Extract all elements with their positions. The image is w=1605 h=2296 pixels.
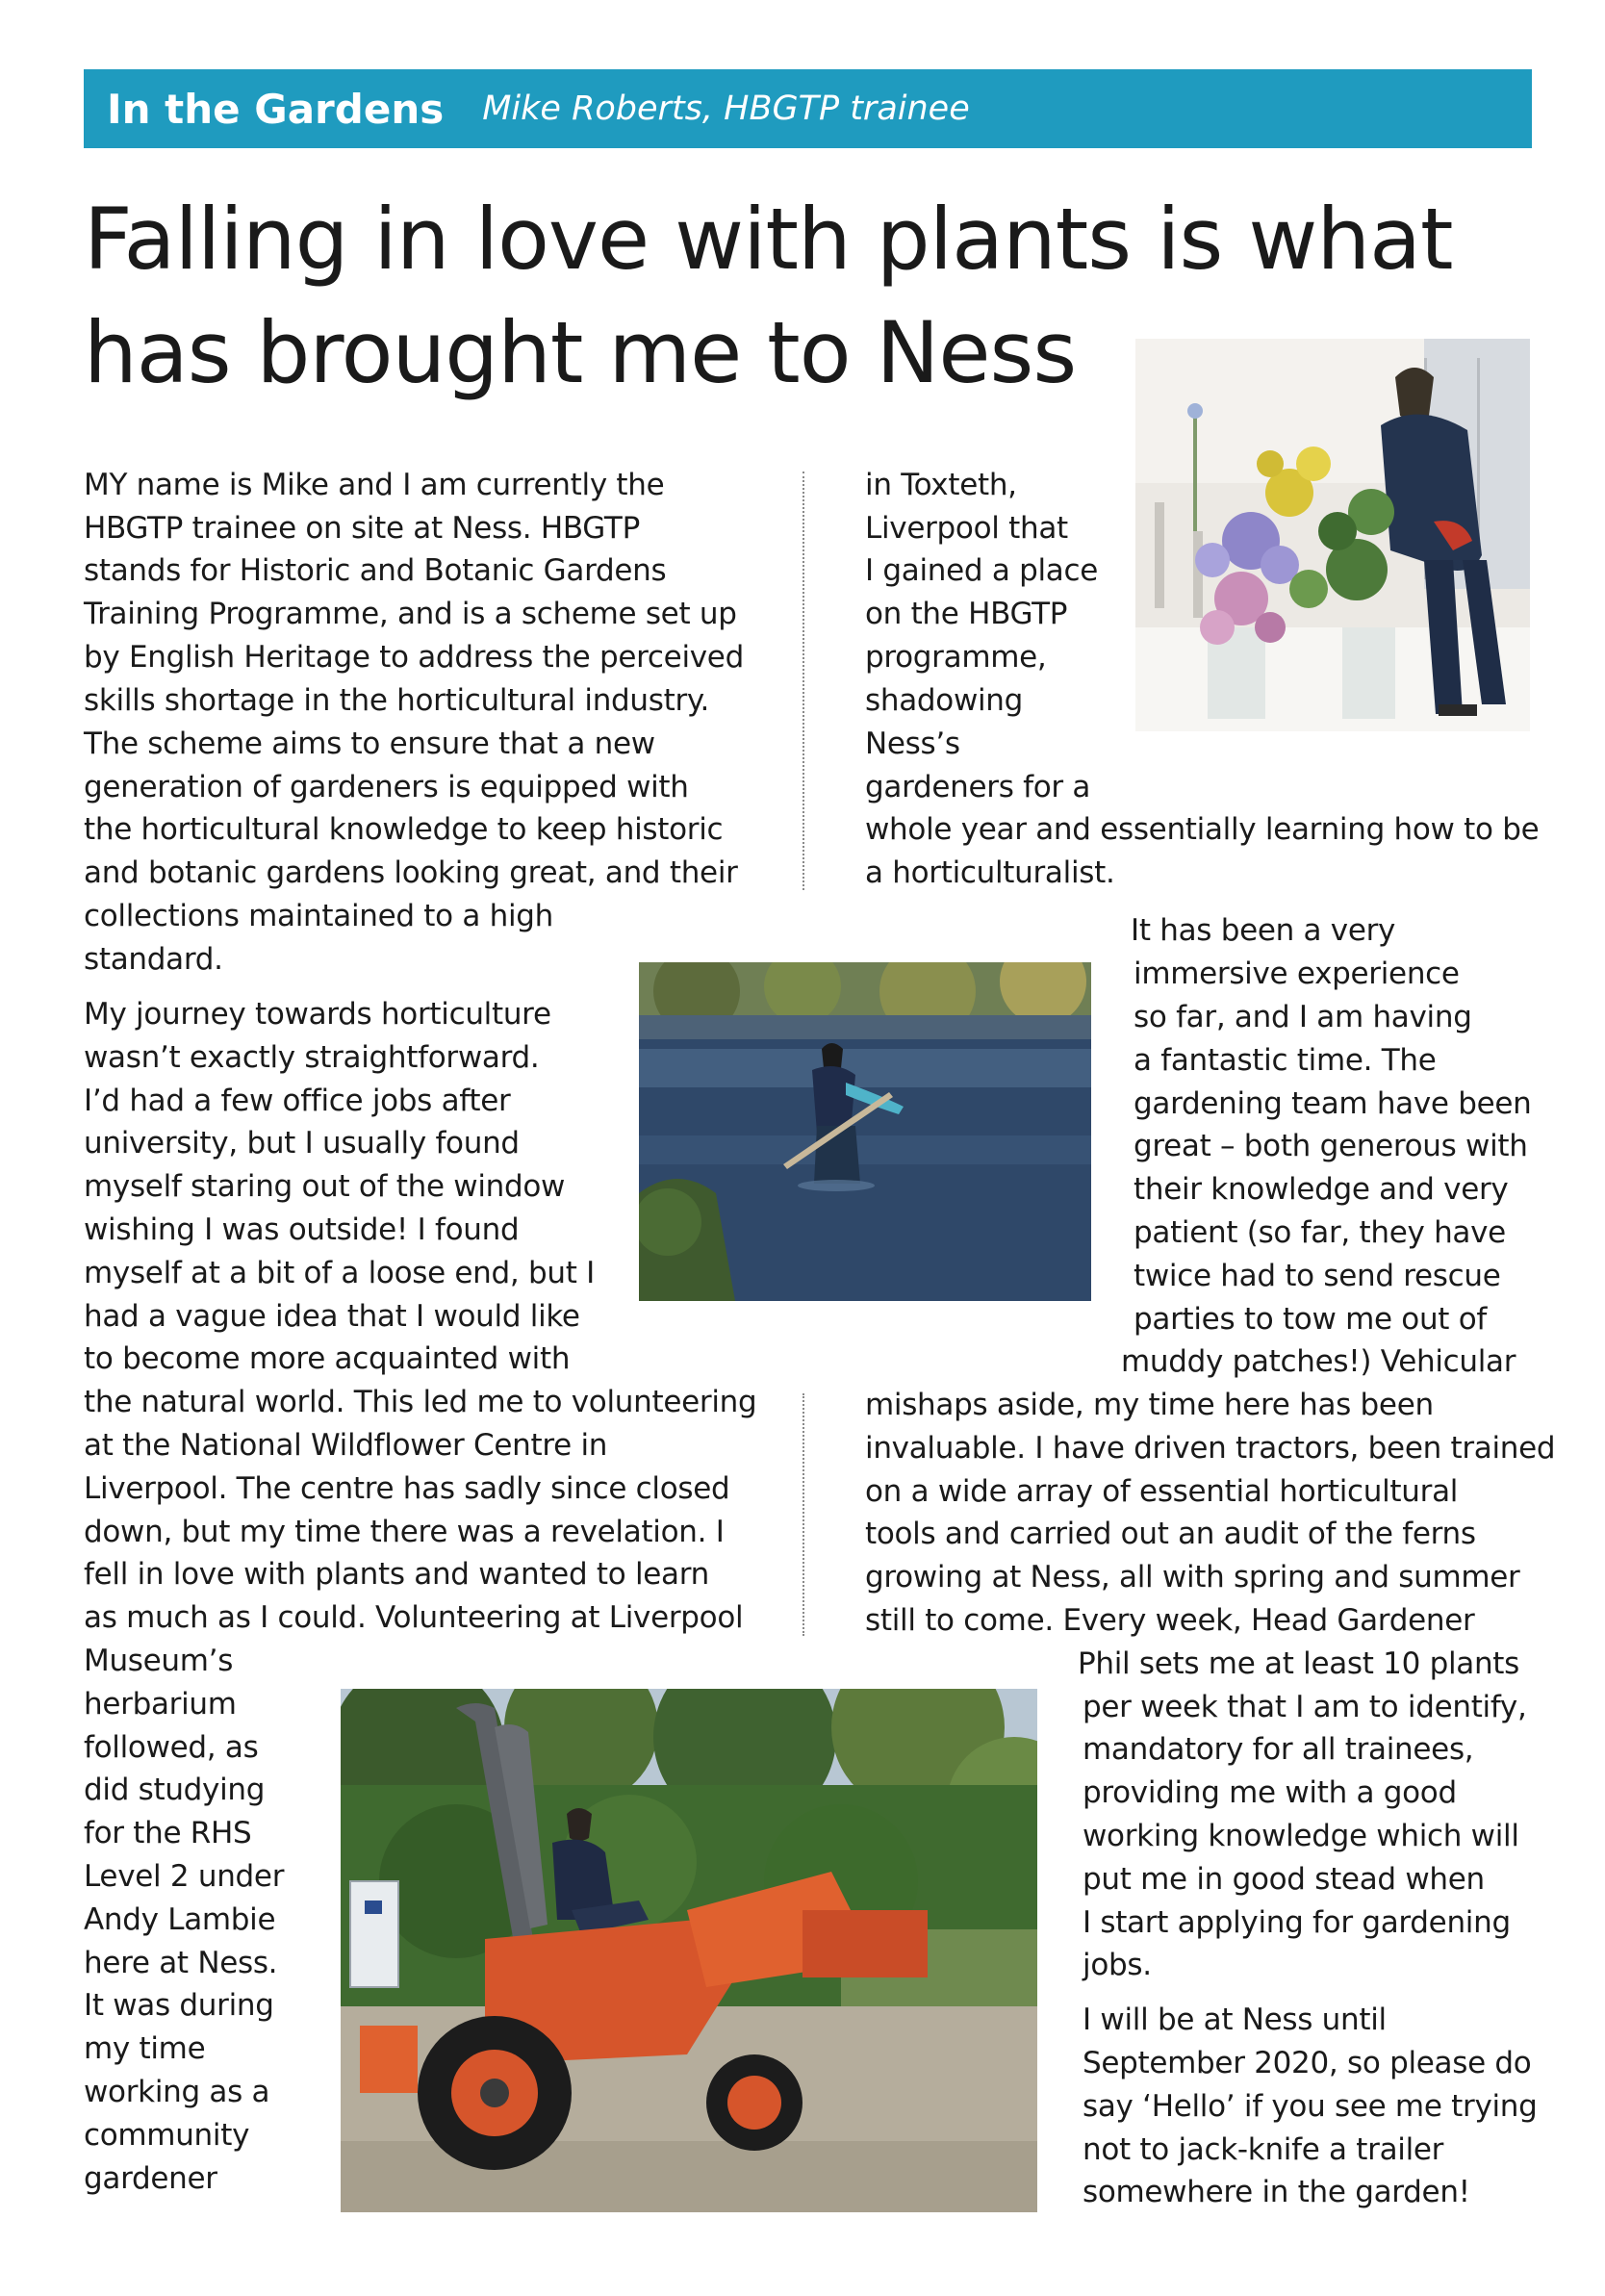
right-column-line: still to come. Every week, Head Gardener (865, 1603, 1475, 1638)
left-column-line: did studying (84, 1773, 266, 1807)
column-divider-middle (802, 1393, 804, 1636)
left-column-line: standard. (84, 942, 223, 977)
right-column-line: gardening team have been (1134, 1086, 1532, 1121)
left-column-line: skills shortage in the horticultural industry. (84, 683, 710, 718)
column-divider-top (802, 472, 804, 890)
left-column-line: HBGTP trainee on site at Ness. HBGTP (84, 511, 640, 546)
left-column-line: Andy Lambie (84, 1902, 276, 1937)
photo-flower-arrangements (1135, 339, 1530, 731)
right-column-line: great – both generous with (1134, 1129, 1528, 1163)
left-column-line: Liverpool. The centre has sadly since closed (84, 1471, 730, 1506)
right-column-line: a horticulturalist. (865, 855, 1115, 890)
left-column-line: Training Programme, and is a scheme set up (84, 597, 737, 631)
right-column-line: providing me with a good (1083, 1775, 1457, 1810)
left-column-line: wishing I was outside! I found (84, 1212, 520, 1247)
right-column-line: It has been a very (1131, 913, 1396, 948)
right-column-line: in Toxteth, (865, 468, 1017, 502)
right-column-line: somewhere in the garden! (1083, 2175, 1470, 2209)
left-column-line: collections maintained to a high (84, 899, 554, 933)
left-column-line: my time (84, 2031, 206, 2066)
left-column-line: working as a (84, 2075, 270, 2109)
left-column-line: had a vague idea that I would like (84, 1299, 580, 1334)
photo-tractor (341, 1689, 1037, 2212)
right-column-line: so far, and I am having (1134, 1000, 1472, 1034)
right-column-line: say ‘Hello’ if you see me trying (1083, 2089, 1538, 2124)
left-column-line: as much as I could. Volunteering at Liverpool (84, 1600, 744, 1635)
left-column-line: The scheme aims to ensure that a new (84, 727, 655, 761)
section-header-bar (84, 69, 1532, 148)
right-column-line: per week that I am to identify, (1083, 1690, 1527, 1724)
right-column-line: Ness’s (865, 727, 960, 761)
left-column-line: herbarium (84, 1687, 237, 1722)
left-column-line: MY name is Mike and I am currently the (84, 468, 665, 502)
left-column-line: stands for Historic and Botanic Gardens (84, 553, 667, 588)
right-column-line: I will be at Ness until (1083, 2003, 1387, 2037)
left-column-line: down, but my time there was a revelation. I (84, 1515, 725, 1549)
left-column-line: here at Ness. (84, 1946, 278, 1980)
right-column-line: on a wide array of essential horticultural (865, 1474, 1459, 1509)
right-column-line: immersive experience (1134, 957, 1460, 991)
left-column-line: wasn’t exactly straightforward. (84, 1040, 540, 1075)
left-column-line: followed, as (84, 1730, 259, 1765)
right-column-line: a fantastic time. The (1134, 1043, 1437, 1078)
right-column-line: on the HBGTP (865, 597, 1068, 631)
right-column-line: jobs. (1083, 1948, 1152, 1982)
right-column-line: mishaps aside, my time here has been (865, 1388, 1434, 1422)
left-column-line: the natural world. This led me to volunteering (84, 1385, 757, 1419)
right-column-line: working knowledge which will (1083, 1819, 1519, 1853)
left-column-line: It was during (84, 1988, 274, 2023)
left-column-line: Level 2 under (84, 1859, 285, 1894)
right-column-line: their knowledge and very (1134, 1172, 1509, 1207)
article-headline: Falling in love with plants is what has brought me to Ness (84, 190, 1453, 402)
left-column-line: Museum’s (84, 1644, 234, 1678)
left-column-line: gardener (84, 2161, 217, 2196)
right-column-line: not to jack-knife a trailer (1083, 2132, 1444, 2167)
right-column-line: tools and carried out an audit of the ferns (865, 1517, 1476, 1551)
right-column-line: programme, (865, 640, 1047, 675)
right-column-line: September 2020, so please do (1083, 2046, 1532, 2080)
right-column-line: I gained a place (865, 553, 1098, 588)
left-column-line: community (84, 2118, 250, 2153)
left-column-line: and botanic gardens looking great, and their (84, 855, 738, 890)
right-column-line: mandatory for all trainees, (1083, 1732, 1474, 1767)
left-column-line: university, but I usually found (84, 1126, 520, 1161)
left-column-line: by English Heritage to address the perceived (84, 640, 744, 675)
left-column-line: to become more acquainted with (84, 1341, 571, 1376)
right-column-line: muddy patches!) Vehicular (1121, 1344, 1516, 1379)
left-column-line: My journey towards horticulture (84, 997, 551, 1032)
left-column-line: myself staring out of the window (84, 1169, 566, 1204)
right-column-line: parties to tow me out of (1134, 1302, 1487, 1337)
left-column-line: at the National Wildflower Centre in (84, 1428, 608, 1463)
photo-pond-wading (639, 962, 1091, 1301)
right-column-line: Phil sets me at least 10 plants (1078, 1646, 1520, 1681)
right-column-line: put me in good stead when (1083, 1862, 1485, 1897)
right-column-line: patient (so far, they have (1134, 1215, 1506, 1250)
left-column-line: the horticultural knowledge to keep historic (84, 812, 724, 847)
right-column-line: whole year and essentially learning how to be (865, 812, 1540, 847)
right-column-line: gardeners for a (865, 770, 1091, 804)
left-column-line: myself at a bit of a loose end, but I (84, 1256, 595, 1290)
right-column-line: shadowing (865, 683, 1024, 718)
right-column-line: Liverpool that (865, 511, 1068, 546)
article-byline: Mike Roberts, HBGTP trainee (482, 89, 970, 128)
right-column-line: twice had to send rescue (1134, 1259, 1501, 1293)
right-column-line: growing at Ness, all with spring and summer (865, 1560, 1520, 1594)
left-column-line: I’d had a few office jobs after (84, 1084, 511, 1118)
right-column-line: invaluable. I have driven tractors, been trained (865, 1431, 1556, 1466)
left-column-line: generation of gardeners is equipped with (84, 770, 689, 804)
right-column-line: I start applying for gardening (1083, 1905, 1511, 1940)
left-column-line: for the RHS (84, 1816, 252, 1850)
section-title: In the Gardens (107, 85, 445, 133)
left-column-line: fell in love with plants and wanted to learn (84, 1557, 709, 1592)
